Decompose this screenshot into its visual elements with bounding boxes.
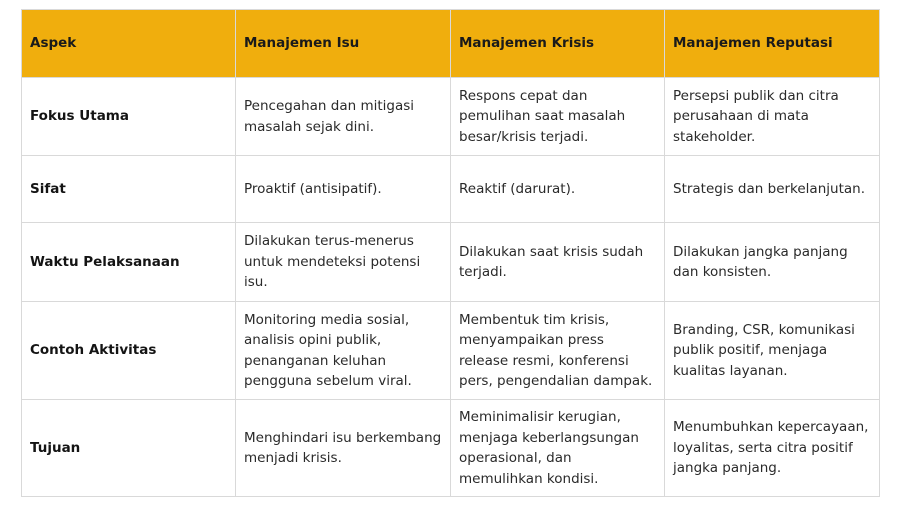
cell-krisis: Meminimalisir kerugian, menjaga keberlangsungan operasional, dan memulihkan kondisi. — [451, 400, 665, 497]
row-aspect-label: Waktu Pelaksanaan — [22, 223, 236, 302]
header-manajemen-isu: Manajemen Isu — [236, 10, 451, 78]
row-aspect-label: Contoh Aktivitas — [22, 302, 236, 400]
cell-reputasi: Strategis dan berkelanjutan. — [665, 156, 880, 223]
table-row-waktu-pelaksanaan — [22, 223, 880, 302]
cell-reputasi: Dilakukan jangka panjang dan konsisten. — [665, 223, 880, 302]
cell-isu: Proaktif (antisipatif). — [236, 156, 451, 223]
cell-isu: Pencegahan dan mitigasi masalah sejak dini. — [236, 78, 451, 156]
cell-reputasi: Persepsi publik dan citra perusahaan di mata stakeholder. — [665, 78, 880, 156]
row-aspect-label: Fokus Utama — [22, 78, 236, 156]
table-row-contoh-aktivitas — [22, 302, 880, 400]
cell-reputasi: Menumbuhkan kepercayaan, loyalitas, serta citra positif jangka panjang. — [665, 400, 880, 497]
header-aspek: Aspek — [22, 10, 236, 78]
table-row-sifat — [22, 156, 880, 223]
cell-isu: Dilakukan terus-menerus untuk mendeteksi potensi isu. — [236, 223, 451, 302]
cell-krisis: Membentuk tim krisis, menyampaikan press release resmi, konferensi pers, pengendalian dampak. — [451, 302, 665, 400]
comparison-table — [21, 9, 880, 497]
row-aspect-label: Sifat — [22, 156, 236, 223]
cell-reputasi: Branding, CSR, komunikasi publik positif, menjaga kualitas layanan. — [665, 302, 880, 400]
comparison-table-container — [21, 9, 879, 497]
header-manajemen-reputasi: Manajemen Reputasi — [665, 10, 880, 78]
row-aspect-label: Tujuan — [22, 400, 236, 497]
cell-krisis: Reaktif (darurat). — [451, 156, 665, 223]
table-header-row — [22, 10, 880, 78]
header-manajemen-krisis: Manajemen Krisis — [451, 10, 665, 78]
cell-isu: Monitoring media sosial, analisis opini publik, penanganan keluhan pengguna sebelum viral. — [236, 302, 451, 400]
cell-krisis: Dilakukan saat krisis sudah terjadi. — [451, 223, 665, 302]
cell-krisis: Respons cepat dan pemulihan saat masalah besar/krisis terjadi. — [451, 78, 665, 156]
cell-isu: Menghindari isu berkembang menjadi krisis. — [236, 400, 451, 497]
table-row-tujuan — [22, 400, 880, 497]
table-row-fokus-utama — [22, 78, 880, 156]
